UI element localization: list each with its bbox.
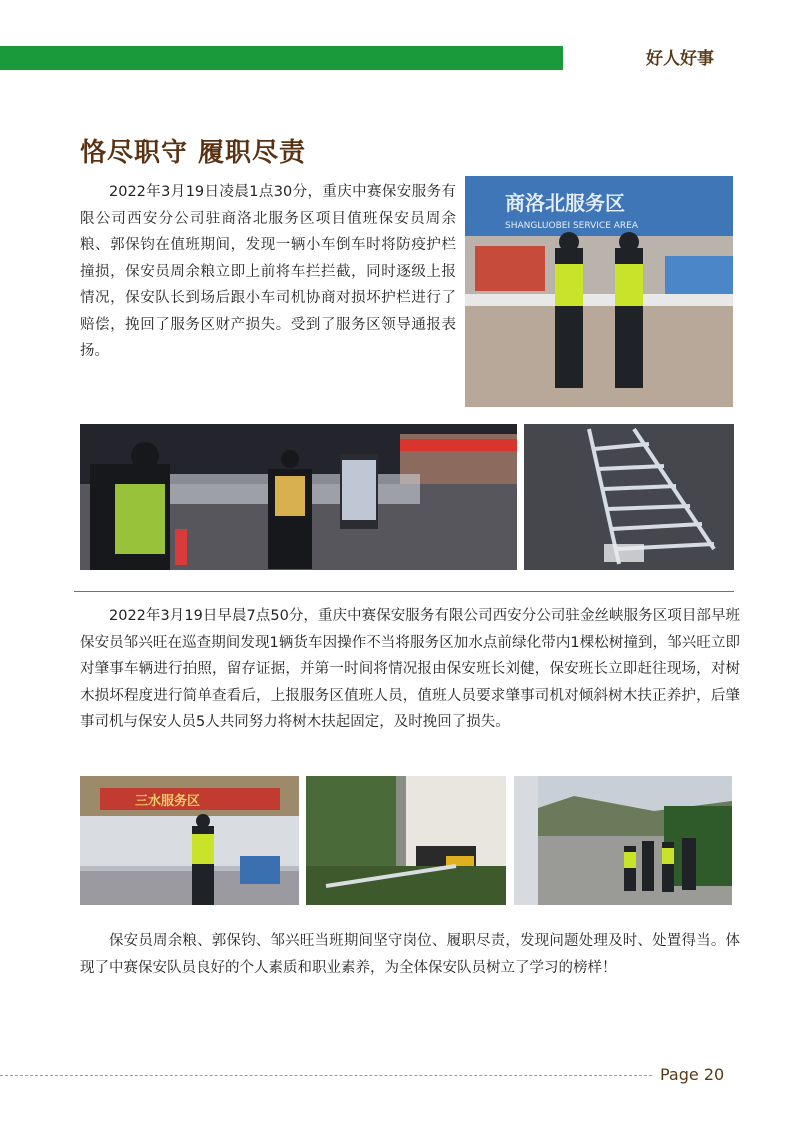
photo-night-guards [80, 424, 517, 570]
sign-subtext: SHANGLUOBEI SERVICE AREA [505, 221, 639, 231]
footer-dashed-line [0, 1075, 652, 1076]
paragraph-1: 2022年3月19日凌晨1点30分，重庆中赛保安服务有限公司西安分公司驻商洛北服务区项目值班保安员周余粮、郭保钧在值班期间，发现一辆小车倒车时将防疫护栏撞损，保安员周余粮立即上前将车拦拦截，同时逐级上报情况，保安队长到场后跟小车司机协商对损坏护栏进行了赔偿，挽回了服务区财产损失。受到了服务区领导通报表扬。 [80, 184, 456, 359]
section-label: 好人好事 [646, 49, 714, 69]
paragraph-3: 保安员周余粮、郭保钧、邹兴旺当班期间坚守岗位、履职尽责，发现问题处理及时、处置得当。体现了中赛保安队员良好的个人素质和职业素养，为全体保安队员树立了学习的榜样！ [80, 933, 740, 976]
sign-text: 商洛北服务区 [505, 191, 625, 215]
photo-guards-service-area [465, 176, 733, 407]
sign-text-2: 三水服务区 [135, 794, 201, 809]
photo-damaged-railing [524, 424, 734, 570]
photo-group-tree [514, 776, 732, 905]
section-divider [74, 591, 734, 592]
header-green-bar [0, 46, 563, 70]
photo-guard-building [80, 776, 299, 905]
paragraph-2: 2022年3月19日早晨7点50分，重庆中赛保安服务有限公司西安分公司驻金丝峡服务区项目部早班保安员邹兴旺在巡查期间发现1辆货车因操作不当将服务区加水点前绿化带内1棵松树撞到，邹兴旺立即对肇事车辆进行拍照，留存证据，并第一时间将情况报由保安班长刘健，保安班长立即赶往现场，对树木损坏程度进行简单查看后，上报服务区值班人员，值班人员要求肇事司机对倾斜树木扶正养护，后肇事司机与保安人员5人共同努力将树木扶起固定，及时挽回了损失。 [80, 608, 740, 730]
article-title: 恪尽职守 履职尽责 [80, 138, 307, 168]
page-number: Page 20 [660, 1065, 725, 1084]
photo-truck-tree [306, 776, 506, 905]
